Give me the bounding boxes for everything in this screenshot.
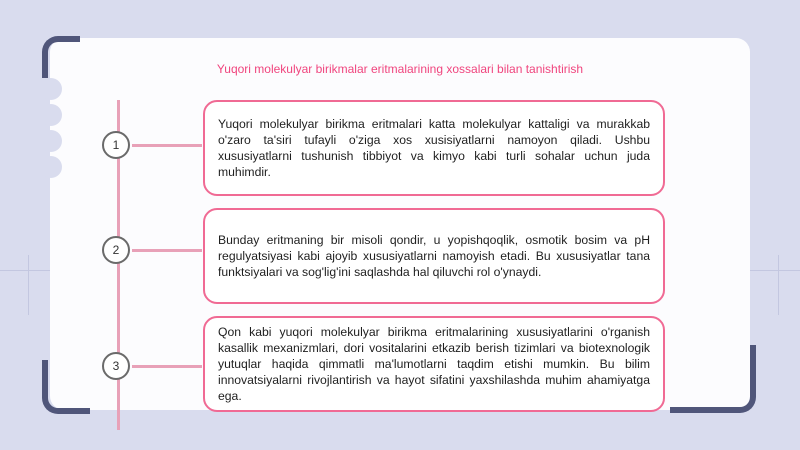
frame-corner-top-left <box>42 36 80 78</box>
frame-corner-bottom-right <box>670 345 756 413</box>
step-number-badge: 2 <box>102 236 130 264</box>
step-box <box>203 100 665 196</box>
step-box <box>203 316 665 412</box>
step-text: Yuqori molekulyar birikma eritmalari katta molekulyar kattaligi va murakkab o'zaro ta'siri tufayli o'ziga xos xusisiyatlarni namoyon qiladi. Ushbu xususiyatlarni tushunish tibbiyot va kimyo kabi turli sohalar uchun juda muhimdir. <box>218 117 650 179</box>
step-number-badge: 1 <box>102 131 130 159</box>
step-text: Bunday eritmaning bir misoli qondir, u yopishqoqlik, osmotik bosim va pH regulyatsiyasi kabi ajoyib xususiyatlarni namoyish etadi. Bu xususiyatlar tana funktsiyalari va sog'lig'ini saqlashda hal qiluvchi rol o'ynaydi. <box>218 233 650 279</box>
timeline-connector <box>132 249 202 252</box>
card-notch <box>40 104 62 126</box>
card-notch <box>40 78 62 100</box>
card-notch <box>40 130 62 152</box>
step-box <box>203 208 665 304</box>
slide-title: Yuqori molekulyar birikmalar eritmalarining xossalari bilan tanishtirish <box>216 62 584 76</box>
step-text: Qon kabi yuqori molekulyar birikma eritmalarining xususiyatlarini o'rganish kasallik mexanizmlari, dori vositalarini etkazib berish tizimlari va biotexnologik yutuqlar haqida qimmatli ma'lumotlarni taqdim etishi mumkin. Bu bilim innovatsiyalarni rivojlantirish va hayot sifatini yaxshilashda muhim ahamiyatga ega. <box>218 325 650 403</box>
background-grid-line <box>28 255 29 315</box>
step-number-badge: 3 <box>102 352 130 380</box>
background-grid-line <box>778 255 779 315</box>
frame-corner-bottom-left <box>42 360 90 414</box>
timeline-connector <box>132 144 202 147</box>
timeline-connector <box>132 365 202 368</box>
card-notch <box>40 156 62 178</box>
